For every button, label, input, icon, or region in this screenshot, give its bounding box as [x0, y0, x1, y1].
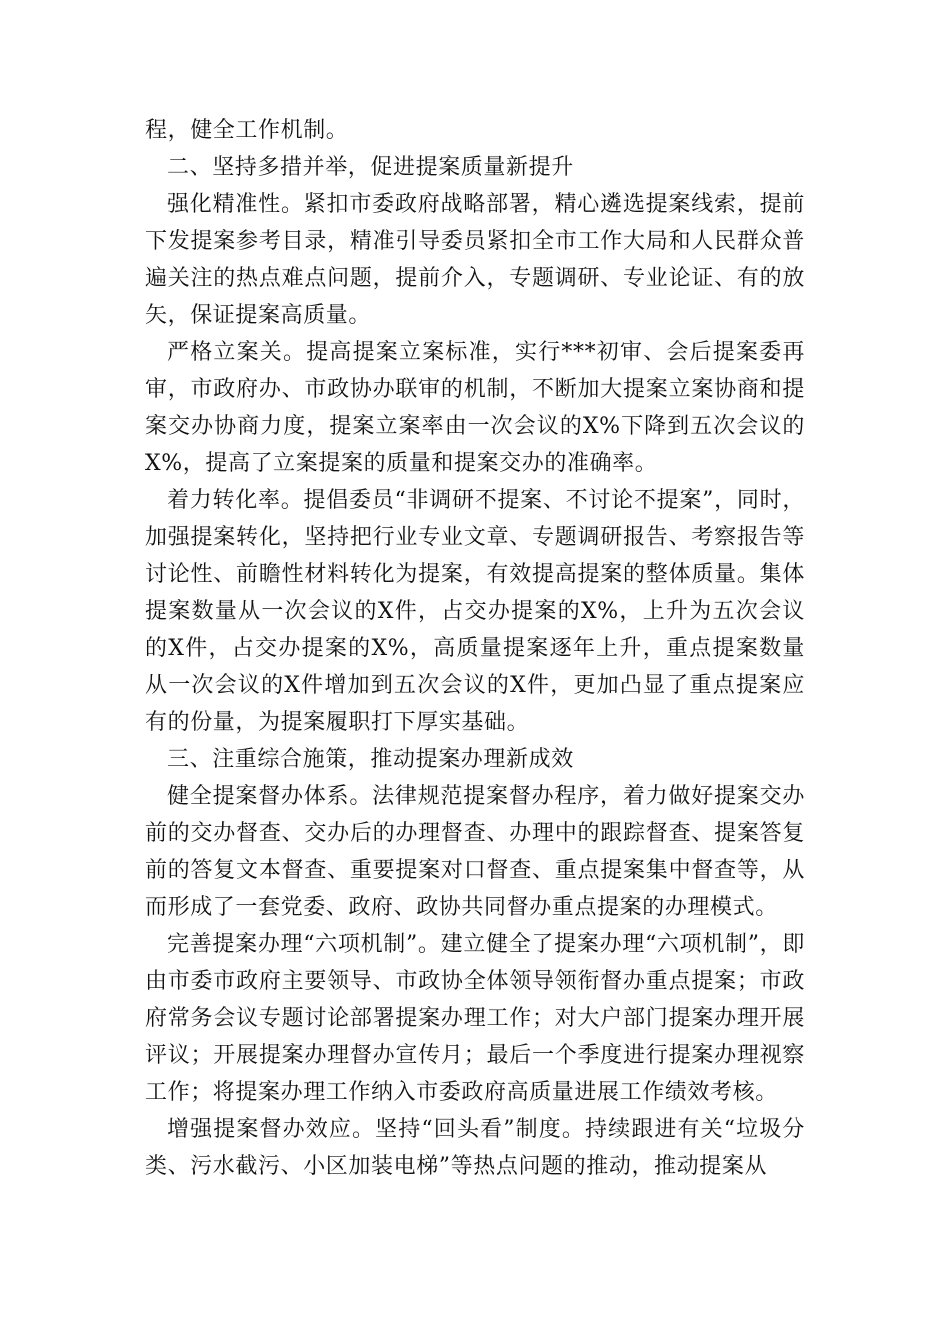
paragraph-six-mechanisms: 完善提案办理“六项机制”。建立健全了提案办理“六项机制”，即由市委市政府主要领导、市政协全体领导领衔督办重点提案；市政府常务会议专题讨论部署提案办理工作；对大户部门提案办理开展评议；开展提案办理督办宣传月；最后一个季度进行提案办理视察工作；将提案办理工作纳入市委政府高质量进展工作绩效考核。 [145, 932, 805, 1105]
paragraph-supervision-effect: 增强提案督办效应。坚持“回头看”制度。持续跟进有关“垃圾分类、污水截污、小区加装电梯”等热点问题的推动，推动提案从 [145, 1117, 805, 1179]
paragraph-filing-review: 严格立案关。提高提案立案标准，实行***初审、会后提案委再审，市政府办、市政协办联审的机制，不断加大提案立案协商和提案交办协商力度，提案立案率由一次会议的X%下降到五次会议的X%，提高了立案提案的质量和提案交办的准确率。 [145, 340, 805, 476]
section-heading-3: 三、注重综合施策，推动提案办理新成效 [167, 747, 574, 772]
paragraph-precision: 强化精准性。紧扣市委政府战略部署，精心遴选提案线索，提前下发提案参考目录，精准引导委员紧扣全市工作大局和人民群众普遍关注的热点难点问题，提前介入，专题调研、专业论证、有的放矢，保证提案高质量。 [145, 192, 805, 328]
paragraph-supervision-system: 健全提案督办体系。法律规范提案督办程序，着力做好提案交办前的交办督查、交办后的办理督查、办理中的跟踪督查、提案答复前的答复文本督查、重要提案对口督查、重点提案集中督查等，从而形成了一套党委、政府、政协共同督办重点提案的办理模式。 [145, 784, 805, 920]
section-heading-2: 二、坚持多措并举，促进提案质量新提升 [167, 155, 574, 180]
paragraph-continuation: 程，健全工作机制。 [145, 118, 349, 143]
paragraph-conversion-rate: 着力转化率。提倡委员“非调研不提案、不讨论不提案”，同时，加强提案转化，坚持把行业专业文章、专题调研报告、考察报告等讨论性、前瞻性材料转化为提案，有效提高提案的整体质量。集体提案数量从一次会议的X件，占交办提案的X%，上升为五次会议的X件，占交办提案的X%，高质量提案逐年上升，重点提案数量从一次会议的X件增加到五次会议的X件，更加凸显了重点提案应有的份量，为提案履职打下厚实基础。 [145, 488, 805, 735]
document-page [145, 112, 805, 1185]
